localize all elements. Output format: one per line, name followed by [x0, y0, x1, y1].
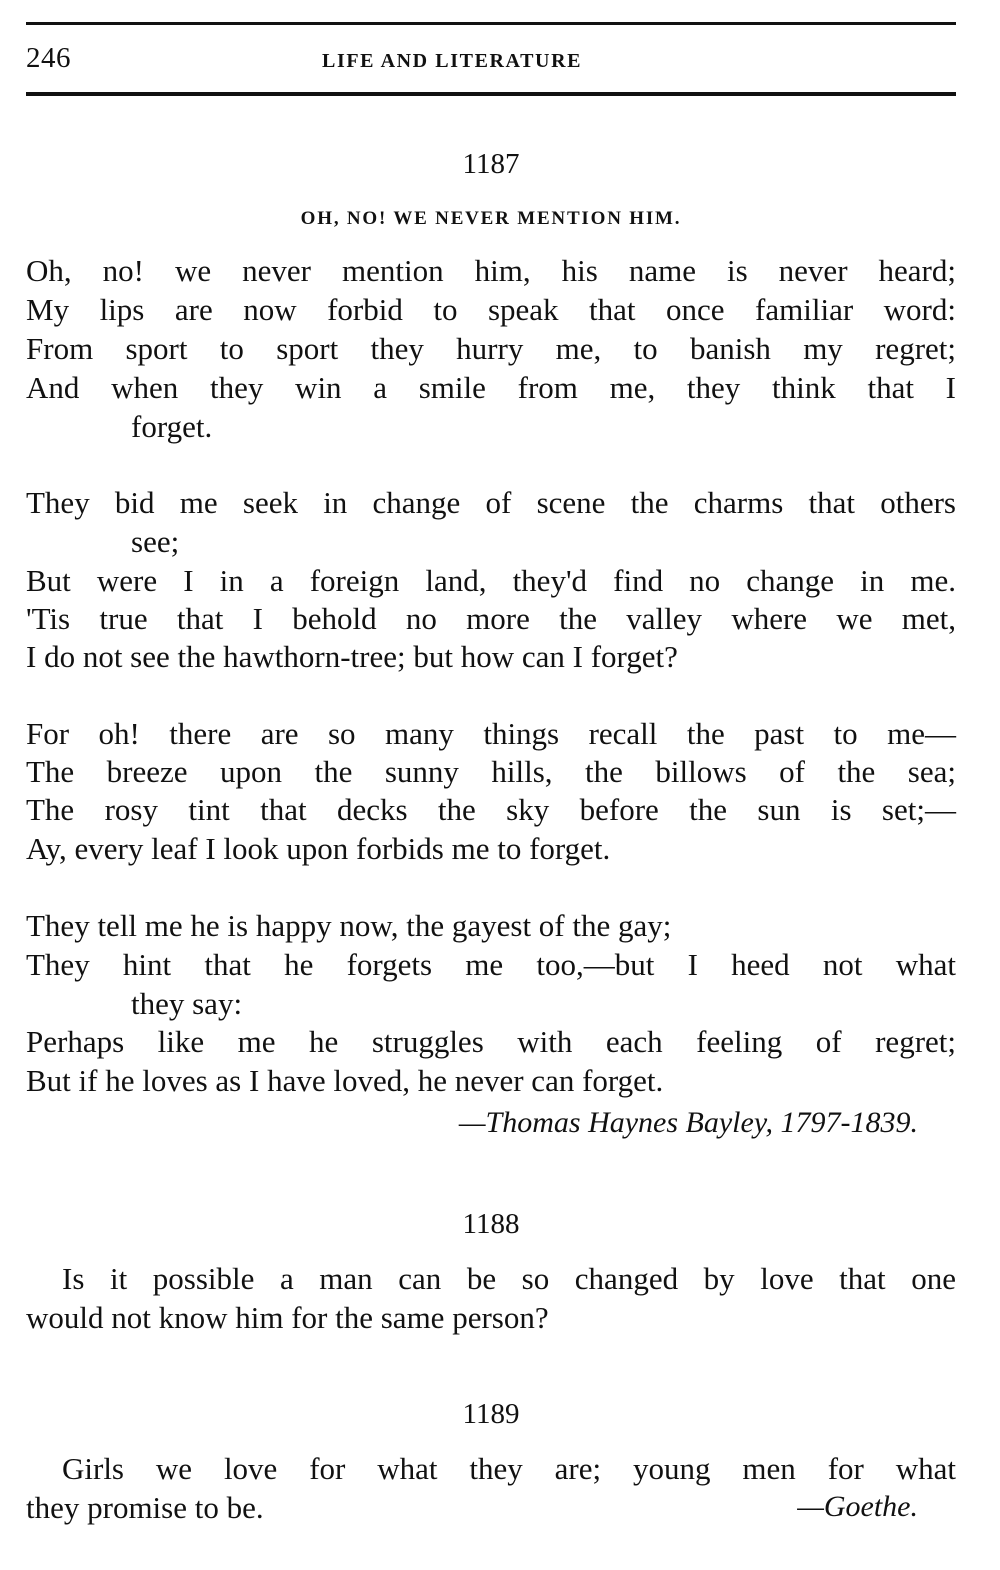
poem-line: From sport to sport they hurry me, to banish my regret; — [26, 331, 956, 366]
header-bottom-rule — [26, 92, 956, 96]
running-title: LIFE AND LITERATURE — [322, 50, 583, 72]
attribution: —Thomas Haynes Bayley, 1797-1839. — [458, 1106, 918, 1139]
entry-number: 1187 — [462, 148, 520, 180]
poem-line: For oh! there are so many things recall the past to me— — [26, 716, 956, 751]
paragraph-line: Girls we love for what they are; young men for what — [62, 1451, 956, 1486]
page-number: 246 — [26, 42, 71, 74]
poem-line: My lips are now forbid to speak that once familiar word: — [26, 292, 956, 327]
poem-line: 'Tis true that I behold no more the valley where we met, — [26, 601, 956, 636]
poem-line: And when they win a smile from me, they think that I — [26, 370, 956, 405]
entry-number: 1189 — [462, 1398, 520, 1430]
poem-line: The breeze upon the sunny hills, the billows of the sea; — [26, 754, 956, 789]
poem-line: They hint that he forgets me too,—but I heed not what — [26, 947, 956, 982]
poem-line: The rosy tint that decks the sky before the sun is set;— — [26, 792, 956, 827]
poem-title: OH, NO! WE NEVER MENTION HIM. — [300, 208, 682, 229]
paragraph-line: they promise to be. — [26, 1490, 264, 1525]
poem-line-continuation: forget. — [131, 409, 213, 444]
poem-line: But if he loves as I have loved, he never can forget. — [26, 1063, 664, 1098]
entry-number: 1188 — [462, 1208, 520, 1240]
book-page — [26, 0, 956, 1570]
paragraph-line: would not know him for the same person? — [26, 1300, 549, 1335]
header-top-rule — [26, 22, 956, 25]
poem-line: They tell me he is happy now, the gayest of the gay; — [26, 908, 672, 943]
running-head — [26, 40, 956, 84]
poem-line: Perhaps like me he struggles with each feeling of regret; — [26, 1024, 956, 1059]
poem-line-continuation: they say: — [131, 986, 243, 1021]
poem-line: Ay, every leaf I look upon forbids me to forget. — [26, 831, 611, 866]
paragraph-line: Is it possible a man can be so changed by love that one — [62, 1261, 956, 1296]
poem-line: But were I in a foreign land, they'd find no change in me. — [26, 563, 956, 598]
poem-line: Oh, no! we never mention him, his name is never heard; — [26, 253, 956, 288]
poem-line-continuation: see; — [131, 524, 180, 559]
poem-line: They bid me seek in change of scene the charms that others — [26, 485, 956, 520]
poem-line: I do not see the hawthorn-tree; but how can I forget? — [26, 639, 678, 674]
attribution: —Goethe. — [797, 1490, 918, 1523]
